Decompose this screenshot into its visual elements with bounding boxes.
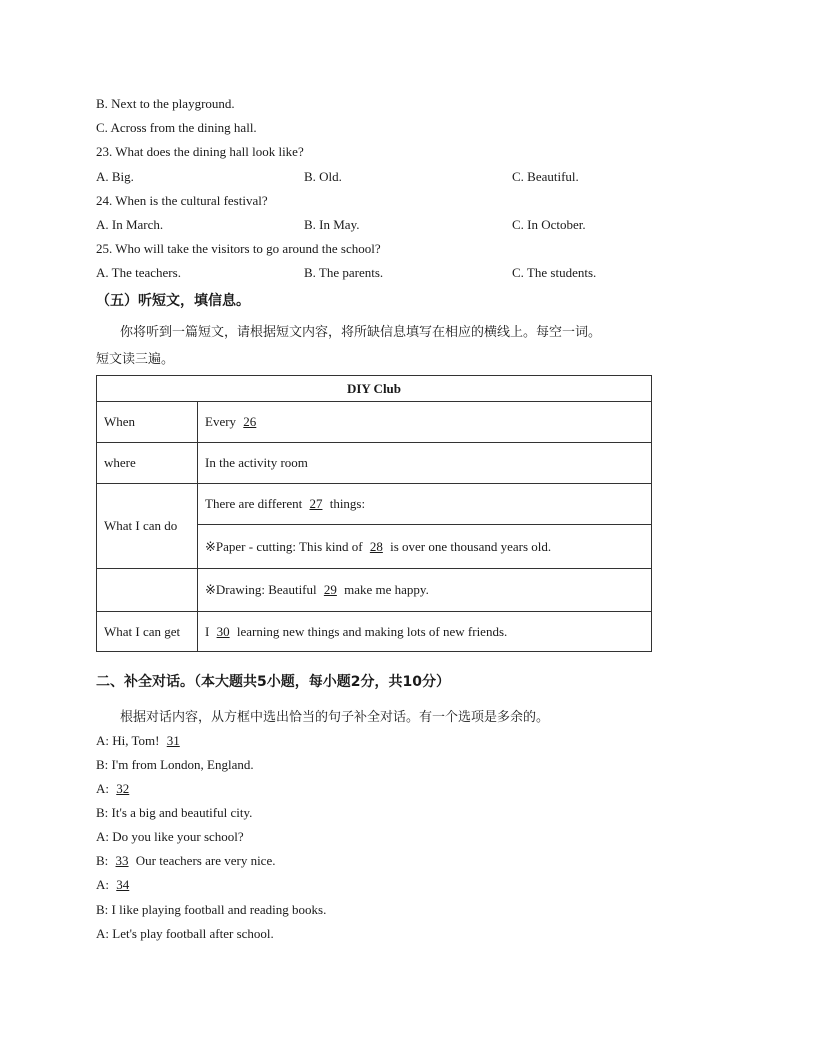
q22-option-c: C. Across from the dining hall. [96,120,257,135]
do-row-3 [198,569,652,612]
when-label: When [97,402,198,443]
blank-28[interactable]: 28 [369,538,383,554]
dialog-text: A: Hi, Tom! [96,733,163,748]
dialog-text-post: Our teachers are very nice. [132,853,276,868]
dialog-text: A: [96,781,113,796]
q23-option-c: C. Beautiful. [512,169,579,184]
do2-text: ※Paper - cutting: This kind of [205,538,366,554]
dialog-text: B: It's a big and beautiful city. [96,805,253,820]
where-value: In the activity room [198,443,652,484]
do2-post: is over one thousand years old. [386,538,552,554]
get-post: learning new things and making lots of new friends. [233,623,508,639]
blank-33[interactable]: 33 [115,853,129,868]
dialog-line [96,902,326,918]
dialog-text: A: [96,877,113,892]
dialog-line [96,757,254,773]
part2-title: 二、补全对话。（本大题共5小题，每小题2分，共10分） [96,674,450,690]
q23-option-b: B. Old. [304,169,342,184]
blank-34[interactable]: 34 [116,877,130,892]
table-title: DIY Club [97,376,652,402]
when-text: Every [205,414,240,429]
section5-instruction-1: 你将听到一篇短文，请根据短文内容，将所缺信息填写在相应的横线上。每空一词。 [120,325,602,340]
q25-stem: 25. Who will take the visitors to go around the school? [96,241,381,256]
do-row-1 [198,484,652,525]
dialog-text: B: [96,853,112,868]
dialog-text: A: Let's play football after school. [96,926,274,941]
blank-29[interactable]: 29 [323,582,337,597]
q25-option-b: B. The parents. [304,265,384,280]
dialog-line [96,829,244,845]
empty-label-cell [97,569,198,612]
dialog-line [96,877,133,893]
blank-27[interactable]: 27 [309,496,323,511]
part2-instruction: 根据对话内容，从方框中选出恰当的句子补全对话。有一个选项是多余的。 [120,710,550,725]
do1-text: There are different [205,496,306,511]
blank-26[interactable]: 26 [243,414,257,429]
dialog-text: B: I'm from London, England. [96,757,254,772]
when-value [198,402,652,443]
do1-post: things: [326,496,366,511]
blank-30[interactable]: 30 [216,623,230,639]
do-row-2 [198,525,652,569]
dialog-line [96,926,274,942]
where-label: where [97,443,198,484]
blank-32[interactable]: 32 [116,781,130,796]
dialog-line [96,781,133,797]
dialog-text: B: I like playing football and reading books. [96,902,327,917]
q24-option-c: C. In October. [512,217,586,232]
dialog-line [96,853,275,869]
q25-option-c: C. The students. [512,265,597,280]
q24-option-b: B. In May. [304,217,360,232]
section5-title: （五）听短文，填信息。 [96,293,250,309]
q25-option-a: A. The teachers. [96,265,181,280]
q24-stem: 24. When is the cultural festival? [96,193,268,208]
q23-option-a: A. Big. [96,169,134,184]
what-i-can-do-label: What I can do [97,484,198,569]
section5-instruction-2: 短文读三遍。 [96,352,175,367]
get-text: I [205,623,213,639]
get-value [198,612,652,652]
q24-option-a: A. In March. [96,217,164,232]
what-i-can-get-label: What I can get [97,612,198,652]
q22-option-b: B. Next to the playground. [96,96,235,111]
blank-31[interactable]: 31 [166,733,180,748]
dialog-line [96,733,184,749]
dialog-text: A: Do you like your school? [96,829,244,844]
q23-stem: 23. What does the dining hall look like? [96,144,304,159]
do3-text: ※Drawing: Beautiful [205,582,320,597]
do3-post: make me happy. [340,582,429,597]
diy-club-table [96,375,652,652]
dialog-line [96,805,252,821]
